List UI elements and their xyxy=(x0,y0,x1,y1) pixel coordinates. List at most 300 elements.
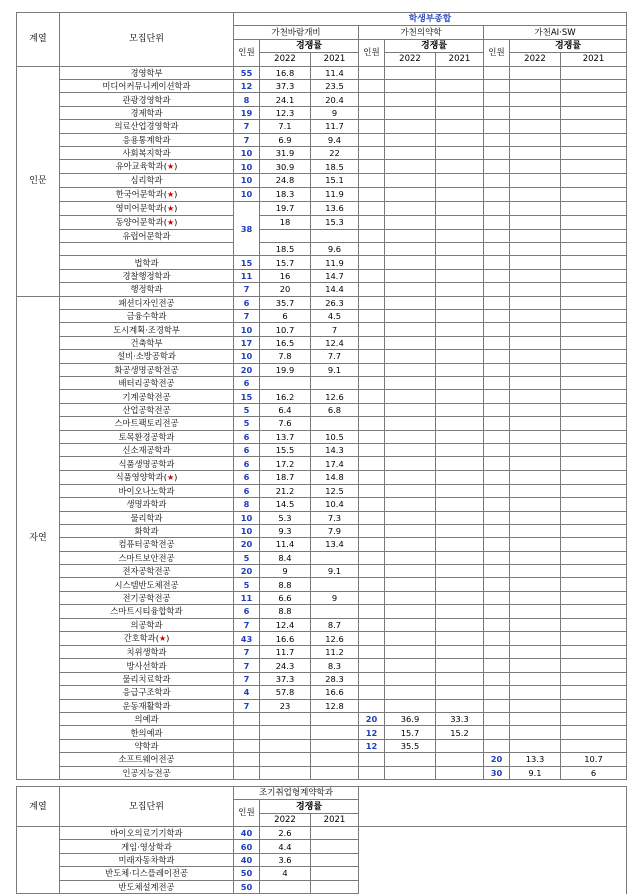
empty-cell xyxy=(359,187,385,201)
empty-cell xyxy=(561,712,627,725)
empty-cell xyxy=(561,160,627,174)
empty-cell xyxy=(484,350,510,363)
empty-cell xyxy=(359,201,385,215)
empty-cell xyxy=(484,79,510,92)
empty-cell xyxy=(436,766,484,779)
unit-name-cell xyxy=(60,726,234,739)
empty-cell xyxy=(561,430,627,443)
empty-cell xyxy=(436,296,484,309)
rate-2022-cell: 13.7 xyxy=(260,430,311,443)
empty-cell xyxy=(561,591,627,604)
empty-cell xyxy=(359,551,385,564)
table-row xyxy=(17,498,627,511)
empty-cell xyxy=(359,256,385,269)
empty-cell xyxy=(436,160,484,174)
empty-cell xyxy=(561,443,627,456)
empty-cell xyxy=(359,160,385,174)
unit-name: 법학과 xyxy=(134,257,159,268)
capacity-cell: 6 xyxy=(234,457,260,470)
unit-name-cell xyxy=(60,350,234,363)
rate-2021-cell: 18.5 xyxy=(311,160,359,174)
empty-cell xyxy=(561,484,627,497)
empty-cell xyxy=(561,336,627,349)
empty-cell xyxy=(359,229,385,242)
empty-cell xyxy=(561,739,627,752)
rate-2022-cell: 35.7 xyxy=(260,296,311,309)
empty-cell xyxy=(436,79,484,92)
group-header-medical: 가천의약학 xyxy=(359,26,484,39)
table-row xyxy=(17,283,627,296)
capacity-cell: 10 xyxy=(234,160,260,174)
unit-name: 토목환경공학과 xyxy=(118,431,175,442)
empty-cell xyxy=(385,229,436,242)
empty-cell xyxy=(510,605,561,618)
empty-cell xyxy=(561,187,627,201)
unit-name-cell xyxy=(60,524,234,537)
table-row xyxy=(17,350,627,363)
empty-cell xyxy=(561,106,627,119)
main-admission-table xyxy=(16,12,627,780)
rate-2021-cell: 4.5 xyxy=(311,310,359,323)
empty-cell xyxy=(436,511,484,524)
table-row xyxy=(17,551,627,564)
empty-cell xyxy=(359,323,385,336)
empty-cell xyxy=(561,283,627,296)
capacity-header: 인원 xyxy=(484,39,510,66)
empty-cell xyxy=(385,551,436,564)
capacity-cell: 6 xyxy=(234,443,260,456)
rate-2022-cell: 36.9 xyxy=(385,712,436,725)
table-row xyxy=(17,443,627,456)
empty-cell xyxy=(359,524,385,537)
empty-cell xyxy=(385,376,436,389)
empty-cell xyxy=(484,296,510,309)
empty-cell xyxy=(561,524,627,537)
empty-cell xyxy=(561,538,627,551)
empty-cell xyxy=(436,390,484,403)
empty-cell xyxy=(484,133,510,146)
rate-2021-cell: 15.3 xyxy=(311,215,359,229)
empty-cell xyxy=(436,457,484,470)
unit-name: 시스템반도체전공 xyxy=(114,579,179,590)
capacity-cell: 7 xyxy=(234,672,260,685)
empty-cell xyxy=(436,538,484,551)
empty-cell xyxy=(510,229,561,242)
empty-cell xyxy=(561,229,627,242)
empty-cell xyxy=(561,269,627,282)
empty-cell xyxy=(484,283,510,296)
empty-cell xyxy=(359,457,385,470)
empty-cell xyxy=(385,498,436,511)
unit-name: 건축학부 xyxy=(130,338,163,348)
empty-cell xyxy=(561,215,627,229)
unit-name: 경찰행정학과 xyxy=(122,271,171,282)
unit-name-cell: 바이오의료기기학과 xyxy=(60,827,234,840)
table-row xyxy=(17,699,627,712)
empty-cell xyxy=(436,66,484,79)
rate-2021-cell: 14.7 xyxy=(311,269,359,282)
capacity-cell: 11 xyxy=(234,269,260,282)
unit-name: 간호학과 xyxy=(123,633,156,644)
empty-cell xyxy=(484,106,510,119)
empty-cell xyxy=(260,712,311,725)
empty-cell xyxy=(484,229,510,242)
empty-cell xyxy=(484,443,510,456)
table-row xyxy=(17,229,627,242)
capacity-cell: 6 xyxy=(234,605,260,618)
capacity-cell: 20 xyxy=(234,565,260,578)
rate-2021-cell: 14.4 xyxy=(311,283,359,296)
empty-cell xyxy=(436,243,484,256)
rate-2022-cell: 16.2 xyxy=(260,390,311,403)
table-row xyxy=(17,605,627,618)
rate-2022-cell: 21.2 xyxy=(260,484,311,497)
rate-2021-cell: 13.6 xyxy=(311,201,359,215)
unit-header: 모집단위 xyxy=(60,13,234,67)
empty-cell xyxy=(561,605,627,618)
empty-cell xyxy=(484,256,510,269)
rate-2022-cell: 16.6 xyxy=(260,632,311,646)
empty-cell xyxy=(484,146,510,159)
unit-name-cell xyxy=(60,766,234,779)
empty-cell xyxy=(484,686,510,699)
table-row xyxy=(17,93,627,106)
rate-2021-cell: 16.6 xyxy=(311,686,359,699)
empty-cell xyxy=(359,538,385,551)
table-row xyxy=(17,766,627,779)
empty-cell xyxy=(561,133,627,146)
capacity-cell: 50 xyxy=(234,867,260,880)
rate-2022-cell: 5.3 xyxy=(260,511,311,524)
empty-cell xyxy=(359,498,385,511)
rate-2021-cell: 15.1 xyxy=(311,174,359,187)
unit-name-cell: 동양어문학과(★) xyxy=(60,215,234,229)
empty-cell xyxy=(359,66,385,79)
rate-2022-cell: 9 xyxy=(260,565,311,578)
empty-cell xyxy=(510,215,561,229)
rate-2022-cell: 11.7 xyxy=(260,646,311,659)
capacity-cell: 8 xyxy=(234,498,260,511)
empty-cell xyxy=(561,551,627,564)
empty-cell xyxy=(484,403,510,416)
table-row xyxy=(17,686,627,699)
table-row xyxy=(17,120,627,133)
unit-name: 스마트시티융합학과 xyxy=(110,606,183,617)
empty-cell xyxy=(385,753,436,766)
rate-2021-cell: 9 xyxy=(311,591,359,604)
capacity-cell: 6 xyxy=(234,296,260,309)
unit-name: 신소재공학과 xyxy=(122,445,171,456)
rate-2022-cell: 13.3 xyxy=(510,753,561,766)
empty-cell xyxy=(510,712,561,725)
empty-cell xyxy=(436,350,484,363)
empty-cell xyxy=(359,243,385,256)
rate-2021-cell xyxy=(311,376,359,389)
empty-cell xyxy=(510,551,561,564)
empty-cell xyxy=(234,739,260,752)
empty-cell xyxy=(385,296,436,309)
table-row xyxy=(17,201,627,215)
unit-name: 배터리공학전공 xyxy=(118,378,175,389)
empty-cell xyxy=(385,269,436,282)
unit-name-cell xyxy=(60,133,234,146)
empty-cell xyxy=(484,376,510,389)
empty-cell xyxy=(510,632,561,646)
rate-2022-cell: 7.8 xyxy=(260,350,311,363)
table-row xyxy=(17,310,627,323)
empty-cell xyxy=(510,174,561,187)
empty-cell xyxy=(484,699,510,712)
empty-cell xyxy=(436,417,484,430)
unit-name-cell xyxy=(60,457,234,470)
empty-cell xyxy=(510,336,561,349)
empty-cell xyxy=(484,336,510,349)
early-employment-table xyxy=(16,786,627,894)
empty-cell xyxy=(359,443,385,456)
capacity-cell: 10 xyxy=(234,174,260,187)
table-row xyxy=(17,323,627,336)
rate-2021-cell: 23.5 xyxy=(311,79,359,92)
empty-cell xyxy=(436,376,484,389)
early-year-2021: 2021 xyxy=(311,813,359,826)
capacity-cell: 19 xyxy=(234,106,260,119)
unit-name: 응용통계학과 xyxy=(122,134,171,145)
year-header-2022: 2022 xyxy=(385,53,436,66)
empty-cell xyxy=(359,646,385,659)
empty-cell xyxy=(484,457,510,470)
empty-cell xyxy=(260,726,311,739)
empty-cell xyxy=(385,470,436,484)
rate-2022-cell xyxy=(260,229,311,242)
table-row xyxy=(17,363,627,376)
empty-cell xyxy=(385,417,436,430)
empty-cell xyxy=(436,753,484,766)
unit-name-cell xyxy=(60,565,234,578)
empty-cell xyxy=(260,766,311,779)
unit-name: 행정학과 xyxy=(130,284,163,295)
category-cell: 인문 xyxy=(17,66,60,296)
empty-cell xyxy=(561,296,627,309)
unit-name-cell xyxy=(60,174,234,187)
early-group-header: 조기취업형계약학과 xyxy=(234,786,359,799)
empty-cell xyxy=(561,310,627,323)
empty-cell xyxy=(561,686,627,699)
empty-cell xyxy=(436,174,484,187)
empty-cell xyxy=(510,133,561,146)
empty-cell xyxy=(484,498,510,511)
rate-2022-cell: 9.1 xyxy=(510,766,561,779)
table-row xyxy=(17,524,627,537)
capacity-cell: 10 xyxy=(234,323,260,336)
empty-cell xyxy=(359,470,385,484)
rate-2021-cell: 9.4 xyxy=(311,133,359,146)
empty-cell xyxy=(436,659,484,672)
unit-name-cell xyxy=(60,93,234,106)
rate-2021-cell: 6.8 xyxy=(311,403,359,416)
empty-cell xyxy=(484,215,510,229)
empty-cell xyxy=(359,484,385,497)
capacity-cell: 6 xyxy=(234,430,260,443)
early-empty-area xyxy=(359,786,627,826)
empty-cell xyxy=(510,201,561,215)
rate-2021-cell: 28.3 xyxy=(311,672,359,685)
empty-cell xyxy=(359,146,385,159)
empty-cell xyxy=(436,201,484,215)
table-row xyxy=(17,659,627,672)
rate-2022-cell: 6 xyxy=(260,310,311,323)
table-row xyxy=(17,712,627,725)
capacity-cell: 5 xyxy=(234,403,260,416)
rate-2022-cell: 3.6 xyxy=(260,853,311,866)
empty-cell xyxy=(561,350,627,363)
empty-cell xyxy=(385,120,436,133)
rate-2021-cell: 11.9 xyxy=(311,187,359,201)
empty-cell xyxy=(359,565,385,578)
unit-name: 방사선학과 xyxy=(126,660,167,671)
rate-2021-cell: 26.3 xyxy=(311,296,359,309)
unit-name-cell: 영미어문학과(★) xyxy=(60,201,234,215)
year-header-2022: 2022 xyxy=(510,53,561,66)
empty-cell xyxy=(436,187,484,201)
star-icon: ★ xyxy=(166,189,175,199)
unit-name-cell xyxy=(60,672,234,685)
empty-cell xyxy=(436,686,484,699)
rate-2021-cell: 33.3 xyxy=(436,712,484,725)
unit-name: 식품영양학과 xyxy=(115,471,164,482)
capacity-cell: 7 xyxy=(234,283,260,296)
empty-cell xyxy=(484,160,510,174)
empty-cell xyxy=(484,243,510,256)
capacity-cell: 7 xyxy=(234,120,260,133)
empty-cell xyxy=(561,403,627,416)
unit-name-cell xyxy=(60,659,234,672)
rate-2021-cell: 9.1 xyxy=(311,363,359,376)
table-row xyxy=(17,726,627,739)
empty-cell xyxy=(359,430,385,443)
unit-name-cell xyxy=(60,511,234,524)
unit-name: 응급구조학과 xyxy=(122,687,171,698)
empty-cell xyxy=(385,390,436,403)
unit-name-cell xyxy=(60,146,234,159)
empty-cell xyxy=(561,699,627,712)
unit-name-cell xyxy=(60,243,234,256)
table-row xyxy=(17,243,627,256)
empty-cell xyxy=(510,739,561,752)
empty-cell xyxy=(510,79,561,92)
year-header-2021: 2021 xyxy=(311,53,359,66)
empty-cell xyxy=(436,120,484,133)
rate-2022-cell: 8.8 xyxy=(260,578,311,591)
empty-cell xyxy=(436,578,484,591)
empty-cell xyxy=(484,363,510,376)
rate-2022-cell: 31.9 xyxy=(260,146,311,159)
empty-cell xyxy=(385,403,436,416)
table-row xyxy=(17,484,627,497)
empty-cell xyxy=(359,310,385,323)
rate-2021-cell: 10.7 xyxy=(561,753,627,766)
unit-name: 금융수학과 xyxy=(126,311,167,322)
empty-cell xyxy=(436,699,484,712)
unit-name-cell xyxy=(60,538,234,551)
competition-header: 경쟁률 xyxy=(510,39,627,52)
unit-name-cell xyxy=(60,376,234,389)
table-row xyxy=(17,215,627,229)
empty-cell xyxy=(561,79,627,92)
empty-cell xyxy=(359,403,385,416)
unit-name-cell xyxy=(60,403,234,416)
rate-2021-cell: 8.7 xyxy=(311,618,359,631)
unit-name: 동양어문학과 xyxy=(115,216,164,227)
empty-cell xyxy=(510,726,561,739)
rate-2022-cell: 16 xyxy=(260,269,311,282)
rate-2022-cell: 24.3 xyxy=(260,659,311,672)
rate-2021-cell xyxy=(311,551,359,564)
empty-cell xyxy=(484,323,510,336)
year-header-2021: 2021 xyxy=(561,53,627,66)
empty-cell xyxy=(484,174,510,187)
empty-cell xyxy=(484,565,510,578)
empty-cell xyxy=(385,310,436,323)
empty-cell xyxy=(561,726,627,739)
rate-2021-cell xyxy=(311,605,359,618)
capacity-cell: 6 xyxy=(234,484,260,497)
early-competition-header: 경쟁률 xyxy=(260,800,359,813)
capacity-cell: 20 xyxy=(484,753,510,766)
unit-name: 약학과 xyxy=(134,740,159,751)
capacity-cell: 6 xyxy=(234,470,260,484)
rate-2022-cell: 7.1 xyxy=(260,120,311,133)
capacity-cell: 20 xyxy=(234,363,260,376)
empty-cell xyxy=(510,187,561,201)
unit-name: 설비·소방공학과 xyxy=(117,351,176,362)
empty-cell xyxy=(484,739,510,752)
unit-name: 경제학과 xyxy=(130,107,163,118)
capacity-cell: 7 xyxy=(234,646,260,659)
unit-name: 경영학부 xyxy=(130,67,163,78)
capacity-cell: 7 xyxy=(234,618,260,631)
table-row xyxy=(17,269,627,282)
empty-cell xyxy=(484,310,510,323)
unit-name: 인공지능전공 xyxy=(122,767,171,778)
empty-cell xyxy=(561,498,627,511)
unit-name: 패션디자인전공 xyxy=(118,297,175,308)
competition-header: 경쟁률 xyxy=(385,39,484,52)
empty-cell xyxy=(385,605,436,618)
empty-cell xyxy=(436,93,484,106)
empty-cell xyxy=(510,538,561,551)
capacity-cell: 10 xyxy=(234,511,260,524)
empty-cell xyxy=(510,430,561,443)
empty-cell xyxy=(561,672,627,685)
empty-cell xyxy=(510,591,561,604)
table-row xyxy=(17,187,627,201)
capacity-cell: 6 xyxy=(234,376,260,389)
empty-cell xyxy=(510,470,561,484)
capacity-cell: 12 xyxy=(359,739,385,752)
capacity-cell: 38 xyxy=(234,201,260,256)
unit-name-cell: 게임·영상학과 xyxy=(60,840,234,853)
empty-cell xyxy=(436,133,484,146)
empty-cell xyxy=(561,174,627,187)
empty-cell xyxy=(359,578,385,591)
rate-2021-cell xyxy=(436,739,484,752)
unit-name-cell: 한국어문학과(★) xyxy=(60,187,234,201)
table-row xyxy=(17,827,627,840)
capacity-cell: 30 xyxy=(484,766,510,779)
empty-cell xyxy=(510,672,561,685)
empty-cell xyxy=(510,323,561,336)
empty-cell xyxy=(385,484,436,497)
